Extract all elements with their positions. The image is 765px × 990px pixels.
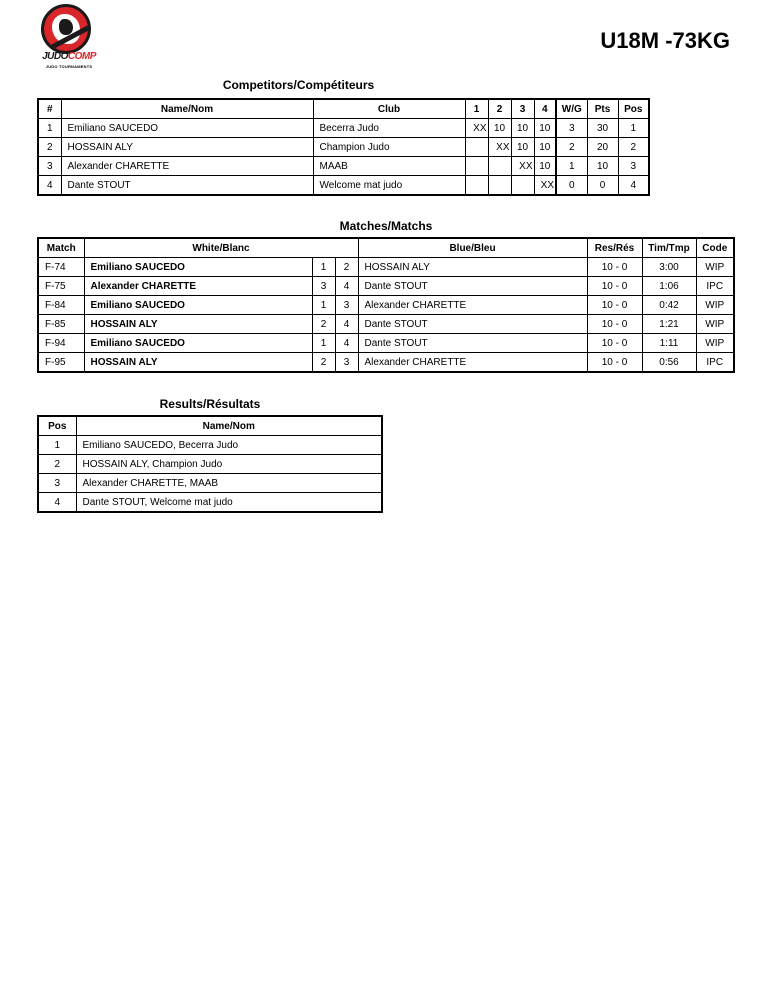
col-header: Tim/Tmp	[642, 238, 696, 258]
col-header: Pos	[38, 416, 76, 436]
match-result: 10 - 0	[587, 296, 642, 315]
score-cell: XX	[488, 138, 511, 157]
competitor-number: 3	[38, 157, 61, 176]
blue-number: 4	[335, 315, 358, 334]
blue-competitor: Alexander CHARETTE	[358, 353, 587, 373]
col-header: 3	[511, 99, 534, 119]
competitor-number: 4	[38, 176, 61, 196]
result-name: HOSSAIN ALY, Champion Judo	[76, 455, 382, 474]
table-row	[38, 258, 734, 277]
match-result: 10 - 0	[587, 315, 642, 334]
score-cell: 10	[488, 119, 511, 138]
points-cell: 30	[587, 119, 618, 138]
matches-header-row	[38, 238, 734, 258]
col-header: 1	[465, 99, 488, 119]
white-competitor: HOSSAIN ALY	[84, 353, 312, 373]
wins-cell: 3	[556, 119, 587, 138]
logo-wordmark: JUDOCOMP	[42, 51, 96, 62]
score-cell	[488, 157, 511, 176]
competitor-club: Welcome mat judo	[313, 176, 465, 196]
match-id: F-95	[38, 353, 84, 373]
col-header: W/G	[556, 99, 587, 119]
competitor-club: Champion Judo	[313, 138, 465, 157]
col-header: Pos	[618, 99, 649, 119]
blue-number: 2	[335, 258, 358, 277]
match-code: IPC	[696, 277, 734, 296]
white-competitor: Emiliano SAUCEDO	[84, 258, 312, 277]
col-header: Name/Nom	[76, 416, 382, 436]
match-code: IPC	[696, 353, 734, 373]
table-row	[38, 493, 382, 513]
match-id: F-94	[38, 334, 84, 353]
result-name: Alexander CHARETTE, MAAB	[76, 474, 382, 493]
judocomp-logo	[36, 2, 102, 72]
white-competitor: HOSSAIN ALY	[84, 315, 312, 334]
position-cell: 3	[618, 157, 649, 176]
category-title: U18M -73KG	[600, 28, 730, 53]
competitor-name: Dante STOUT	[61, 176, 313, 196]
white-number: 1	[312, 334, 335, 353]
match-id: F-85	[38, 315, 84, 334]
match-result: 10 - 0	[587, 353, 642, 373]
competitor-club: MAAB	[313, 157, 465, 176]
judo-emblem-icon	[41, 4, 91, 54]
match-code: WIP	[696, 315, 734, 334]
results-header-row	[38, 416, 382, 436]
match-time: 3:00	[642, 258, 696, 277]
white-competitor: Emiliano SAUCEDO	[84, 296, 312, 315]
table-row	[38, 176, 649, 196]
matches-title: Matches/Matchs	[339, 219, 433, 233]
match-time: 1:21	[642, 315, 696, 334]
table-row	[38, 277, 734, 296]
blue-competitor: Alexander CHARETTE	[358, 296, 587, 315]
score-cell: 10	[534, 119, 556, 138]
blue-number: 4	[335, 277, 358, 296]
blue-number: 3	[335, 296, 358, 315]
competitor-name: HOSSAIN ALY	[61, 138, 313, 157]
match-id: F-75	[38, 277, 84, 296]
points-cell: 20	[587, 138, 618, 157]
results-title: Results/Résultats	[159, 397, 261, 411]
competitor-number: 2	[38, 138, 61, 157]
match-time: 0:56	[642, 353, 696, 373]
match-result: 10 - 0	[587, 258, 642, 277]
competitors-title: Competitors/Compétiteurs	[222, 78, 375, 92]
col-header: Match	[38, 238, 84, 258]
score-cell: 10	[534, 157, 556, 176]
match-result: 10 - 0	[587, 277, 642, 296]
logo-tagline: JUDO TOURNAMENTS	[45, 64, 93, 69]
white-number: 2	[312, 353, 335, 373]
results-table	[37, 415, 383, 513]
white-number: 1	[312, 296, 335, 315]
points-cell: 10	[587, 157, 618, 176]
competitor-club: Becerra Judo	[313, 119, 465, 138]
position-cell: 2	[618, 138, 649, 157]
competitors-header-row	[38, 99, 649, 119]
competitors-table	[37, 98, 650, 196]
white-competitor: Emiliano SAUCEDO	[84, 334, 312, 353]
match-time: 1:11	[642, 334, 696, 353]
position-cell: 1	[618, 119, 649, 138]
white-number: 2	[312, 315, 335, 334]
score-cell	[511, 176, 534, 196]
col-header: Pts	[587, 99, 618, 119]
col-header: 2	[488, 99, 511, 119]
result-name: Emiliano SAUCEDO, Becerra Judo	[76, 436, 382, 455]
blue-competitor: HOSSAIN ALY	[358, 258, 587, 277]
match-time: 0:42	[642, 296, 696, 315]
position-cell: 4	[618, 176, 649, 196]
match-id: F-74	[38, 258, 84, 277]
table-row	[38, 334, 734, 353]
score-cell: XX	[511, 157, 534, 176]
blue-number: 4	[335, 334, 358, 353]
col-header: Name/Nom	[61, 99, 313, 119]
blue-competitor: Dante STOUT	[358, 334, 587, 353]
col-header: Code	[696, 238, 734, 258]
matches-table	[37, 237, 735, 373]
match-id: F-84	[38, 296, 84, 315]
table-row	[38, 119, 649, 138]
col-header: #	[38, 99, 61, 119]
score-cell: 10	[511, 119, 534, 138]
score-cell	[465, 176, 488, 196]
blue-competitor: Dante STOUT	[358, 277, 587, 296]
col-header: Blue/Bleu	[358, 238, 587, 258]
table-row	[38, 296, 734, 315]
table-row	[38, 455, 382, 474]
col-header: Res/Rés	[587, 238, 642, 258]
match-code: WIP	[696, 296, 734, 315]
table-row	[38, 138, 649, 157]
match-time: 1:06	[642, 277, 696, 296]
score-cell	[465, 157, 488, 176]
score-cell: 10	[534, 138, 556, 157]
col-header: Club	[313, 99, 465, 119]
competitor-name: Alexander CHARETTE	[61, 157, 313, 176]
points-cell: 0	[587, 176, 618, 196]
table-row	[38, 315, 734, 334]
wins-cell: 0	[556, 176, 587, 196]
result-position: 2	[38, 455, 76, 474]
score-cell: XX	[534, 176, 556, 196]
result-position: 1	[38, 436, 76, 455]
blue-competitor: Dante STOUT	[358, 315, 587, 334]
score-cell: XX	[465, 119, 488, 138]
score-cell	[465, 138, 488, 157]
table-row	[38, 157, 649, 176]
col-header: 4	[534, 99, 556, 119]
wins-cell: 2	[556, 138, 587, 157]
score-cell: 10	[511, 138, 534, 157]
match-code: WIP	[696, 258, 734, 277]
result-position: 4	[38, 493, 76, 513]
white-number: 3	[312, 277, 335, 296]
score-cell	[488, 176, 511, 196]
wins-cell: 1	[556, 157, 587, 176]
table-row	[38, 353, 734, 373]
competitor-number: 1	[38, 119, 61, 138]
table-row	[38, 474, 382, 493]
result-name: Dante STOUT, Welcome mat judo	[76, 493, 382, 513]
competitor-name: Emiliano SAUCEDO	[61, 119, 313, 138]
white-number: 1	[312, 258, 335, 277]
col-header: White/Blanc	[84, 238, 358, 258]
result-position: 3	[38, 474, 76, 493]
match-code: WIP	[696, 334, 734, 353]
white-competitor: Alexander CHARETTE	[84, 277, 312, 296]
blue-number: 3	[335, 353, 358, 373]
table-row	[38, 436, 382, 455]
match-result: 10 - 0	[587, 334, 642, 353]
